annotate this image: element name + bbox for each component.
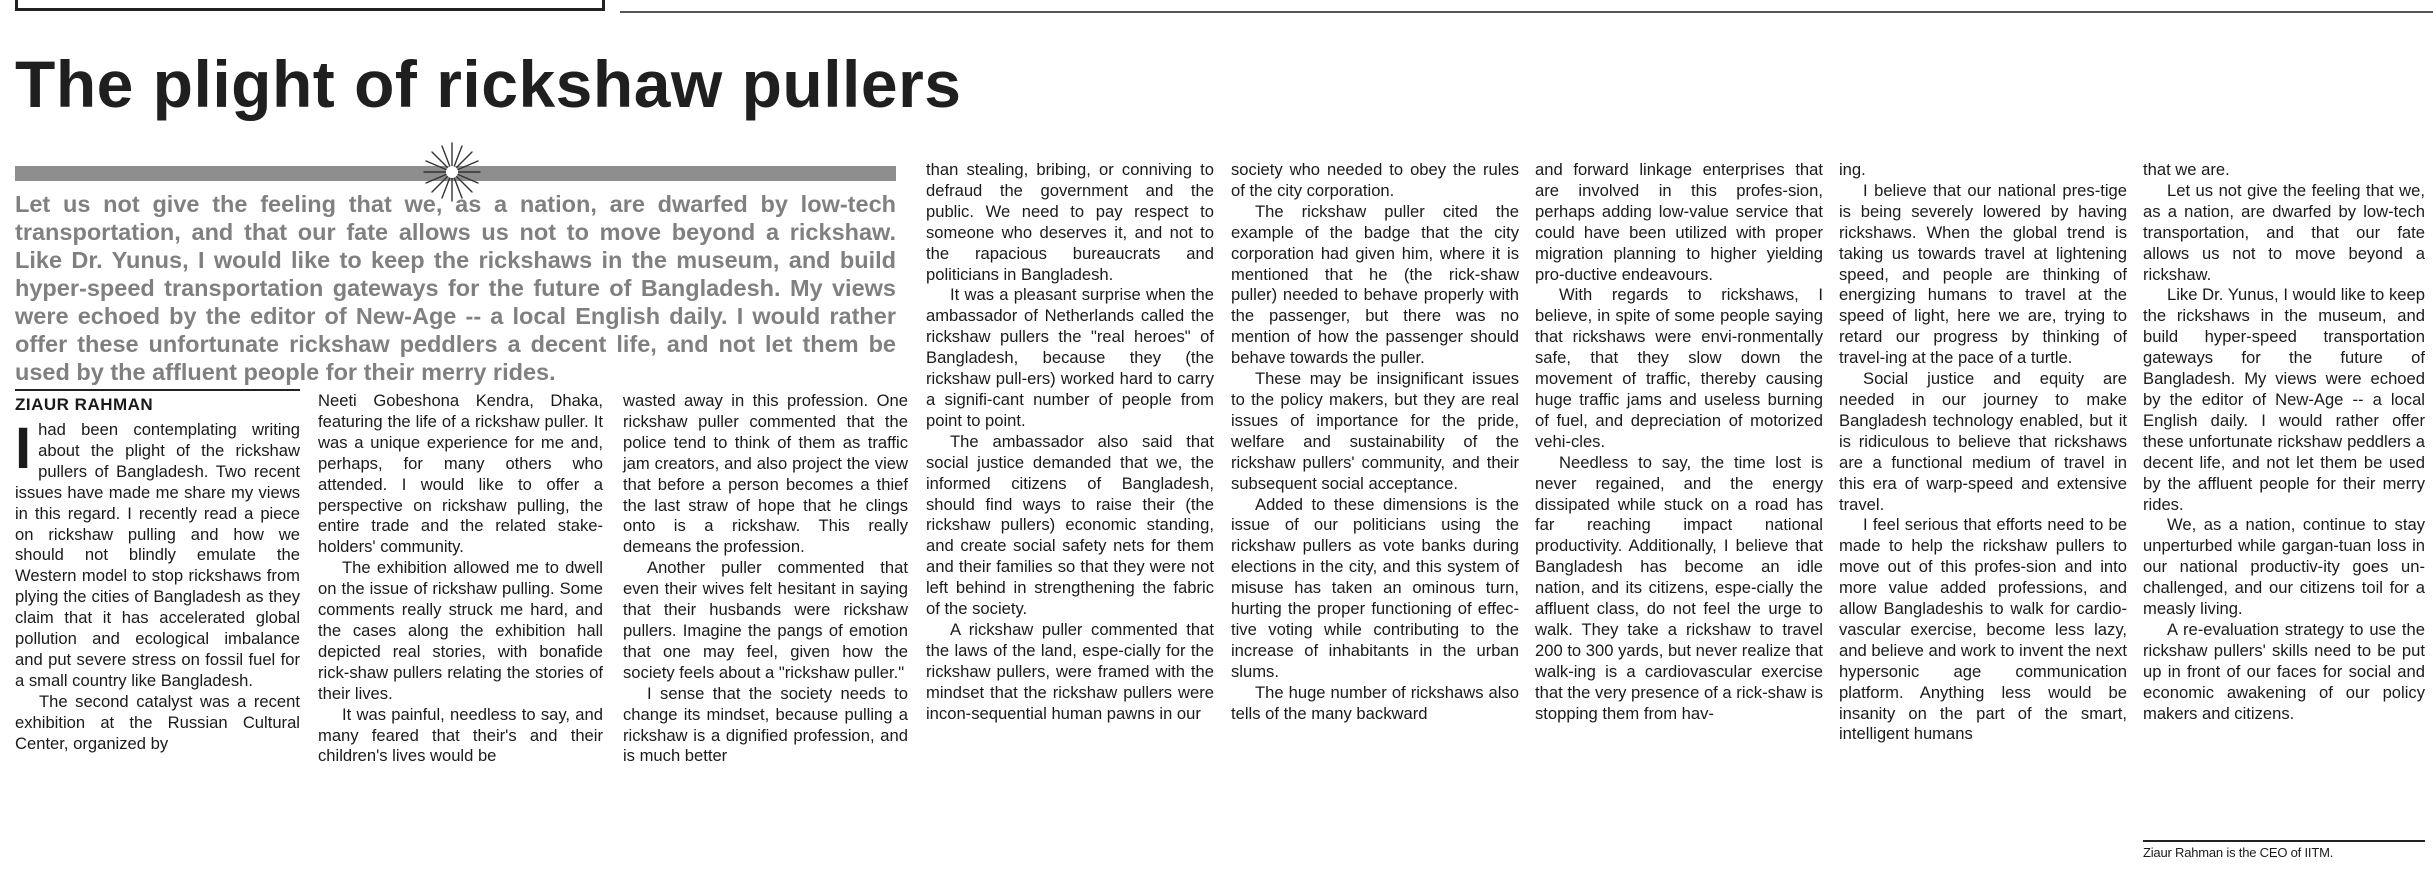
article-column-5 (1231, 160, 1519, 724)
article-column-7 (1839, 160, 2127, 745)
body-paragraph: The exhibition allowed me to dwell on the issue of rickshaw pulling. Some comments really struck me hard, and the cases along the exhibition hall depicted real stories, with bonafide rick-shaw pullers relating the stories of their lives. (318, 558, 603, 703)
top-rule (620, 11, 2433, 13)
body-paragraph: society who needed to obey the rules of the city corporation. (1231, 160, 1519, 200)
body-paragraph: With regards to rickshaws, I believe, in spite of some people saying that rickshaws were envi-ronmentally safe, that they slow down the movement of traffic, thereby causing huge traffic jams and useless burning of fuel, and depreciation of motorized vehi-cles. (1535, 285, 1823, 451)
drop-cap: I (15, 416, 32, 481)
author-byline: ZIAUR RAHMAN (15, 389, 300, 417)
body-paragraph: The ambassador also said that social justice demanded that we, the informed citizens of Bangladesh, should find ways to raise their (the rickshaw pullers) economic standing, and create social safety nets for them and their families so that they were not left behind in strengthening the fabric of the society. (926, 431, 1214, 619)
body-paragraph: Needless to say, the time lost is never regained, and the energy dissipated while stuck on a road has far reaching impact national productivity. Additionally, I believe that Bangladesh has become an idle nation, and its citizens, espe-cially the affluent class, do not feel the urge to walk. They take a rickshaw to travel 200 to 300 yards, but never realize that walk-ing is a cardiovascular exercise that the very presence of a rick-shaw is stopping them from hav- (1535, 452, 1823, 723)
body-paragraph: Added to these dimensions is the issue of our politicians using the rickshaw pullers as vote banks during elections in the city, and this system of misuse has taken an ominous turn, hurting the proper functioning of effec-tive voting while contributing to the increase of inhabitants in the urban slums. (1231, 494, 1519, 681)
body-paragraph: The huge number of rickshaws also tells of the many backward (1231, 682, 1519, 723)
body-paragraph: The second catalyst was a recent exhibition at the Russian Cultural Center, organized by (15, 691, 300, 753)
article-column-2 (318, 391, 603, 767)
body-paragraph: It was painful, needless to say, and many feared that their's and their children's lives would be (318, 704, 603, 766)
article-column-3 (623, 391, 908, 767)
body-paragraph: We, as a nation, continue to stay unperturbed while gargan-tuan loss in our national productiv-ity goes un-challenged, and our citizens toil for a measly living. (2143, 515, 2425, 619)
body-paragraph: than stealing, bribing, or conniving to defraud the government and the public. We need to pay respect to someone who deserves it, and not to the rapacious bureaucrats and politicians in Bangladesh. (926, 160, 1214, 284)
article-column-6 (1535, 160, 1823, 724)
body-paragraph: ing. (1839, 160, 1866, 179)
body-paragraph: The rickshaw puller cited the example of the badge that the city corporation had given him, where it is mentioned that he (the rick-shaw puller) needed to behave properly with the passenger, but there was no mention of how the passenger should behave towards the puller. (1231, 201, 1519, 368)
article-headline: The plight of rickshaw pullers (15, 47, 962, 121)
body-paragraph: Like Dr. Yunus, I would like to keep the rickshaws in the museum, and build hyper-speed transportation gateways for the future of Bangladesh. My views were echoed by the editor of New-Age -- a local English daily. I would rather offer these unfortunate rickshaw peddlers a decent life, and not let them be used by the affluent people for their merry rides. (2143, 285, 2425, 514)
body-paragraph: A rickshaw puller commented that the laws of the land, espe-cially for the rickshaw pullers, were framed with the mindset that the rickshaw pullers were incon-sequential human pawns in our (926, 619, 1214, 723)
body-paragraph: that we are. (2143, 160, 2230, 179)
body-paragraph: I feel serious that efforts need to be made to help the rickshaw pullers to move out of this profes-sion and into more value added professions, and allow Bangladeshis to walk for cardio-vascular exercise, become less lazy, and believe and work to invent the next hypersonic age communication platform. Anything less would be insanity on the part of the smart, intelligent humans (1839, 515, 2127, 744)
body-paragraph: I sense that the society needs to change its mindset, because pulling a rickshaw is a dignified profession, and is much better (623, 683, 908, 766)
body-paragraph: It was a pleasant surprise when the ambassador of Netherlands called the rickshaw pullers the "real heroes" of Bangladesh, because they (the rickshaw pull-ers) worked hard to carry a signifi-cant number of people from point to point. (926, 285, 1214, 430)
body-paragraph-text: had been contemplating writing about the plight of the rickshaw pullers of Bangladesh. Two recent issues have made me share my views in this regard. I recently read a piece on rickshaw pulling and how we should not blindly emulate the Western model to stop rickshaws from plying the cities of Bangladesh as they claim that it has accelerated global pollution and ecological imbalance and put severe stress on fossil fuel for a small country like Bangladesh. (15, 420, 300, 690)
body-paragraph: A re-evaluation strategy to use the rickshaw pullers' skills need to be put up in front of our faces for social and economic awakening of our policy makers and citizens. (2143, 619, 2425, 723)
body-paragraph: and forward linkage enterprises that are involved in this profes-sion, perhaps adding low-value service that could have been utilized with proper migration planning to higher yielding pro-ductive endeavours. (1535, 160, 1823, 284)
article-column-1 (15, 416, 300, 755)
article-column-8 (2143, 160, 2425, 724)
article-column-4 (926, 160, 1214, 724)
top-frame-box (15, 0, 605, 11)
body-paragraph: These may be insignificant issues to the policy makers, but they are real issues of importance for the pride, welfare and sustainability of the rickshaw pullers' community, and their subsequent social acceptance. (1231, 369, 1519, 493)
author-footnote: Ziaur Rahman is the CEO of IITM. (2143, 840, 2425, 861)
body-paragraph: Neeti Gobeshona Kendra, Dhaka, featuring the life of a rickshaw puller. It was a unique experience for me and, perhaps, for many others who attended. I would like to offer a perspective on rickshaw pulling, the entire trade and the related stake-holders' community. (318, 391, 603, 557)
body-paragraph: Social justice and equity are needed in our journey to make Bangladesh technology enabled, but it is ridiculous to believe that rickshaws are a functional medium of travel in this era of warp-speed and extensive travel. (1839, 369, 2127, 514)
article-deck: Let us not give the feeling that we, as a nation, are dwarfed by low-tech transportation, and that our fate allows us not to move beyond a rickshaw. Like Dr. Yunus, I would like to keep the rickshaws in the museum, and build hyper-speed transportation gateways for the future of Bangladesh. My views were echoed by the editor of New-Age -- a local English daily. I would rather offer these unfortunate rickshaw peddlers a decent life, and not let them be used by the affluent people for their merry rides. (15, 191, 896, 385)
body-paragraph: Let us not give the feeling that we, as a nation, are dwarfed by low-tech transportation, and that our fate allows us not to move beyond a rickshaw. (2143, 180, 2425, 284)
body-paragraph: Another puller commented that even their wives felt hesitant in saying that their husbands were rickshaw pullers. Imagine the pangs of emotion that one may feel, given how the society feels about a "rickshaw puller." (623, 558, 908, 682)
body-paragraph (15, 416, 300, 692)
body-paragraph: I believe that our national pres-tige is being severely lowered by having rickshaws. When the global trend is taking us towards travel at lightening speed, and people are thinking of energizing humans to travel at the speed of light, here we are, trying to retard our progress by thinking of travel-ing at the pace of a turtle. (1839, 180, 2127, 368)
body-paragraph: wasted away in this profession. One rickshaw puller commented that the police tend to think of them as traffic jam creators, and also project the view that before a person becomes a thief the last straw of hope that he clings onto is a rickshaw. This really demeans the profession. (623, 391, 908, 557)
